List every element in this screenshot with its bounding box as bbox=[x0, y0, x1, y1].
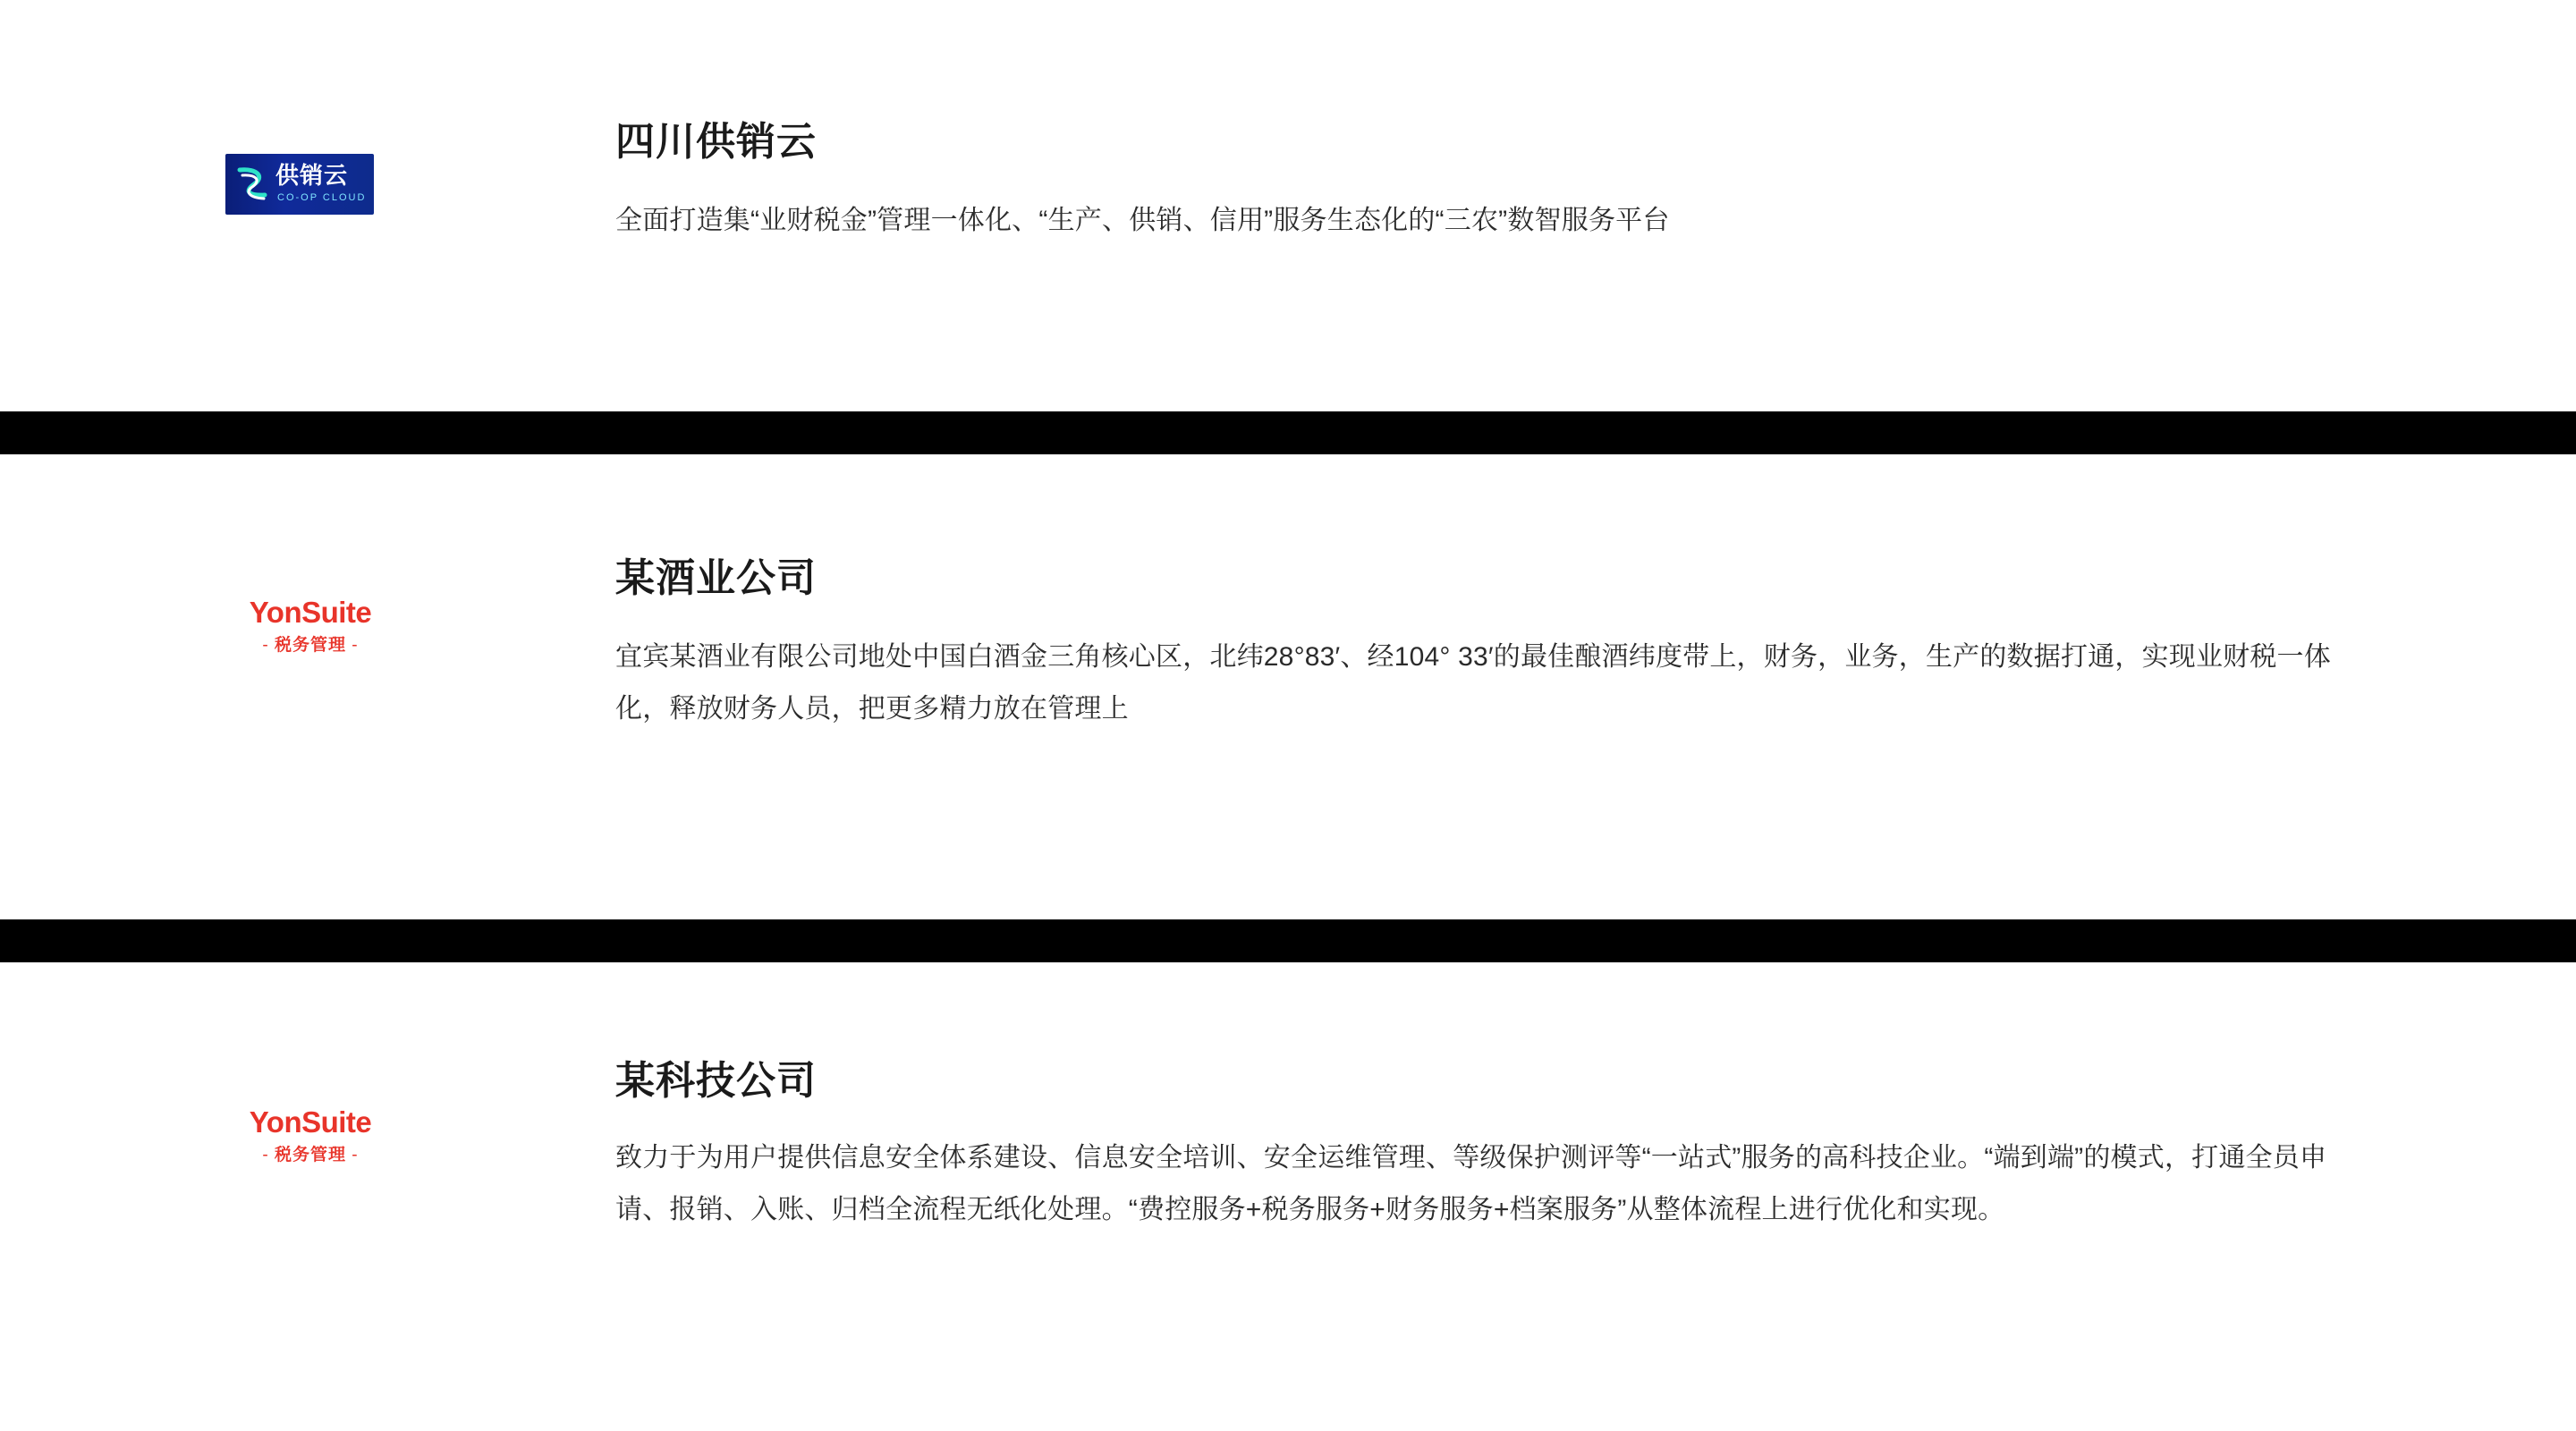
logo-dash-right: - bbox=[352, 636, 359, 655]
logo-text-sub bbox=[225, 635, 395, 656]
text-column bbox=[615, 0, 2576, 247]
logo-text-en: CO-OP CLOUD bbox=[277, 192, 367, 203]
text-column bbox=[615, 454, 2576, 735]
case-card bbox=[0, 0, 2576, 411]
case-description: 全面打造集“业财税金”管理一体化、“生产、供销、信用”服务生态化的“三农”数智服务平台 bbox=[615, 206, 1670, 235]
logo-dash-right: - bbox=[352, 1146, 359, 1164]
case-card bbox=[0, 454, 2576, 919]
logo-wrapper bbox=[225, 154, 374, 215]
logo-wrapper bbox=[225, 596, 395, 656]
bottom-spacer bbox=[0, 1404, 2576, 1431]
logo-wrapper bbox=[225, 1105, 395, 1166]
case-description: 致力于为用户提供信息安全体系建设、信息安全培训、安全运维管理、等级保护测评等“一站式”服务的高科技企业。“端到端”的模式，打通全员申请、报销、入账、归档全流程无纸化处理。“费控服务+税务服务+财务服务+档案服务”从整体流程上进行优化和实现。 bbox=[615, 1143, 2327, 1224]
text-column bbox=[615, 962, 2576, 1236]
case-description: 宜宾某酒业有限公司地处中国白酒金三角核心区，北纬28°83′、经104° 33′的最佳酿酒纬度带上，财务，业务，生产的数据打通，实现业财税一体化，释放财务人员，把更多精力放在管理上 bbox=[615, 642, 2331, 724]
case-title: 四川供销云 bbox=[615, 120, 817, 164]
case-title: 某科技公司 bbox=[615, 1059, 817, 1103]
swoosh-icon bbox=[234, 165, 272, 204]
yonsuite-logo bbox=[225, 596, 395, 656]
logo-column bbox=[0, 454, 615, 656]
yonsuite-logo bbox=[225, 1105, 395, 1166]
logo-dash-left: - bbox=[262, 636, 269, 655]
logo-text-main: YonSuite bbox=[249, 1105, 372, 1139]
card-divider bbox=[0, 919, 2576, 962]
logo-sub-label: 税务管理 bbox=[274, 636, 346, 655]
gongxiaoyun-logo bbox=[225, 154, 374, 215]
logo-text-sub bbox=[225, 1145, 395, 1166]
logo-column bbox=[0, 962, 615, 1166]
case-card bbox=[0, 962, 2576, 1404]
card-divider bbox=[0, 411, 2576, 454]
logo-sub-label: 税务管理 bbox=[274, 1146, 346, 1164]
logo-column bbox=[0, 0, 615, 215]
logo-text-cn: 供销云 bbox=[275, 162, 349, 189]
case-title: 某酒业公司 bbox=[615, 556, 817, 600]
logo-dash-left: - bbox=[262, 1146, 269, 1164]
logo-text-main: YonSuite bbox=[249, 596, 372, 629]
